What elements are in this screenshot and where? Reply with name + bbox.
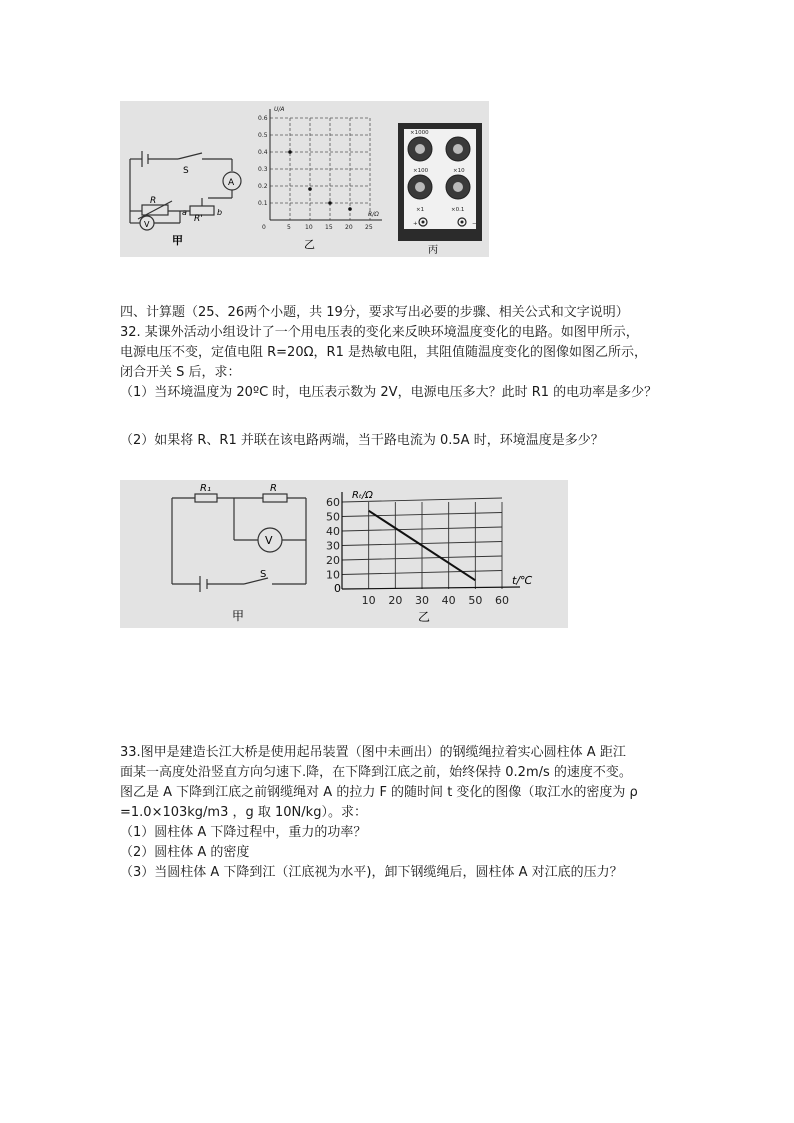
dial-x1: ×1 bbox=[416, 207, 425, 213]
x-tick: 20 bbox=[345, 224, 353, 231]
dial-x01: ×0.1 bbox=[451, 207, 465, 213]
q32-line: （1）当环境温度为 20ºC 时，电压表示数为 2V，电源电压多大？此时 R1 的电功率是多少？ bbox=[120, 385, 658, 400]
q33-line: =1.0×103kg/m3 ，g 取 10N/kg）。求： bbox=[120, 805, 367, 820]
jia-label: 甲 bbox=[232, 609, 245, 623]
x-tick: 10 bbox=[305, 224, 313, 231]
figure-top bbox=[120, 101, 489, 257]
voltmeter-label: V bbox=[144, 220, 150, 229]
x-tick-label: 10 bbox=[361, 594, 376, 607]
y-axis-label: U/A bbox=[274, 106, 285, 113]
y-tick: 0.6 bbox=[258, 115, 268, 122]
circuit-jia bbox=[130, 151, 241, 230]
switch-label: S bbox=[260, 569, 267, 580]
section-title-text: 四、计算题（25、26两个小题，共 19分，要求写出必要的步骤、相关公式和文字说明） bbox=[120, 305, 629, 320]
switch-label: S bbox=[183, 166, 189, 176]
question-32-part2 bbox=[120, 431, 604, 451]
q32-line: 电源电压不变，定值电阻 R=20Ω，R1 是热敏电阻，其阻值随温度变化的图像如图乙所示， bbox=[120, 345, 647, 360]
circuit-jia bbox=[172, 494, 306, 592]
y-tick-label: 30 bbox=[326, 539, 340, 553]
question-33 bbox=[120, 743, 638, 883]
q33-line: 面某一高度处沿竖直方向匀速下.降，在下降到江底之前，始终保持 0.2m/s 的速度不变。 bbox=[120, 765, 632, 780]
y-tick: 0.4 bbox=[258, 149, 268, 156]
y-tick-label: 40 bbox=[326, 525, 340, 538]
graph-yi bbox=[258, 106, 382, 251]
q33-line: （2）圆柱体 A 的密度 bbox=[120, 845, 250, 860]
q33-line: 33.图甲是建造长江大桥是使用起吊装置（图中未画出）的钢缆绳拉着实心圆柱体 A 距江 bbox=[120, 745, 626, 760]
section-title bbox=[120, 303, 629, 323]
y-tick-label: 50 bbox=[326, 510, 340, 524]
y-tick-label: 10 bbox=[326, 568, 340, 582]
terminal-minus: − bbox=[472, 221, 477, 227]
bing-label: 丙 bbox=[428, 245, 438, 256]
question-32 bbox=[120, 323, 657, 403]
origin: 0 bbox=[334, 582, 341, 595]
ammeter-label: A bbox=[228, 178, 235, 188]
resistor-label: R bbox=[150, 196, 157, 206]
q33-line: （1）圆柱体 A 下降过程中，重力的功率？ bbox=[120, 825, 367, 840]
y-tick-label: 20 bbox=[326, 554, 340, 567]
x-axis-label: R/Ω bbox=[368, 211, 379, 218]
terminal-a: a bbox=[182, 208, 187, 217]
q32-part2-text: （2）如果将 R、R1 并联在该电路两端，当干路电流为 0.5A 时，环境温度是多少？ bbox=[120, 433, 604, 448]
x-tick: 15 bbox=[325, 224, 333, 231]
x-tick-label: 20 bbox=[388, 594, 403, 607]
r-label: R bbox=[270, 483, 277, 494]
x-axis-label: t/℃ bbox=[512, 574, 533, 587]
x-tick-label: 50 bbox=[468, 594, 483, 607]
q33-line: 图乙是 A 下降到江底之前钢缆绳对 A 的拉力 F 的随时间 t 变化的图像（取江水的密度为 ρ bbox=[120, 785, 638, 800]
r1-label: R₁ bbox=[200, 483, 211, 494]
x-tick-label: 40 bbox=[441, 594, 456, 607]
x-tick-label: 60 bbox=[495, 594, 509, 607]
x-tick: 5 bbox=[287, 224, 291, 231]
q33-line: （3）当圆柱体 A 下降到江（江底视为水平)，卸下钢缆绳后，圆柱体 A 对江底的压力？ bbox=[120, 865, 623, 880]
q32-line: 闭合开关 S 后，求： bbox=[120, 365, 241, 380]
q32-line: 32. 某课外活动小组设计了一个用电压表的变化来反映环境温度变化的电路。如图甲所示， bbox=[120, 325, 639, 340]
x-tick-label: 30 bbox=[415, 594, 429, 607]
origin: 0 bbox=[262, 224, 266, 231]
y-tick: 0.5 bbox=[258, 132, 268, 139]
yi-label: 乙 bbox=[304, 238, 315, 251]
rheostat-label: R' bbox=[194, 214, 203, 224]
dial-x1000: ×1000 bbox=[410, 130, 429, 136]
y-tick: 0.1 bbox=[258, 200, 268, 207]
y-tick-label: 60 bbox=[326, 496, 340, 509]
terminal-b: b bbox=[217, 208, 223, 217]
y-tick: 0.3 bbox=[258, 166, 268, 173]
resistance-box bbox=[398, 123, 482, 256]
graph-yi bbox=[326, 490, 533, 607]
yi-label: 乙 bbox=[418, 610, 431, 624]
y-axis-label: Rₜ/Ω bbox=[352, 490, 373, 501]
jia-label: 甲 bbox=[172, 234, 183, 247]
terminal-plus: + bbox=[413, 221, 418, 227]
x-tick: 25 bbox=[365, 224, 373, 231]
figure-top-svg bbox=[120, 101, 489, 257]
voltmeter-label: V bbox=[265, 534, 273, 547]
dial-x100: ×100 bbox=[413, 168, 429, 174]
figure-mid-svg bbox=[120, 480, 568, 628]
y-tick: 0.2 bbox=[258, 183, 268, 190]
figure-mid bbox=[120, 480, 568, 628]
dial-x10: ×10 bbox=[453, 168, 465, 174]
